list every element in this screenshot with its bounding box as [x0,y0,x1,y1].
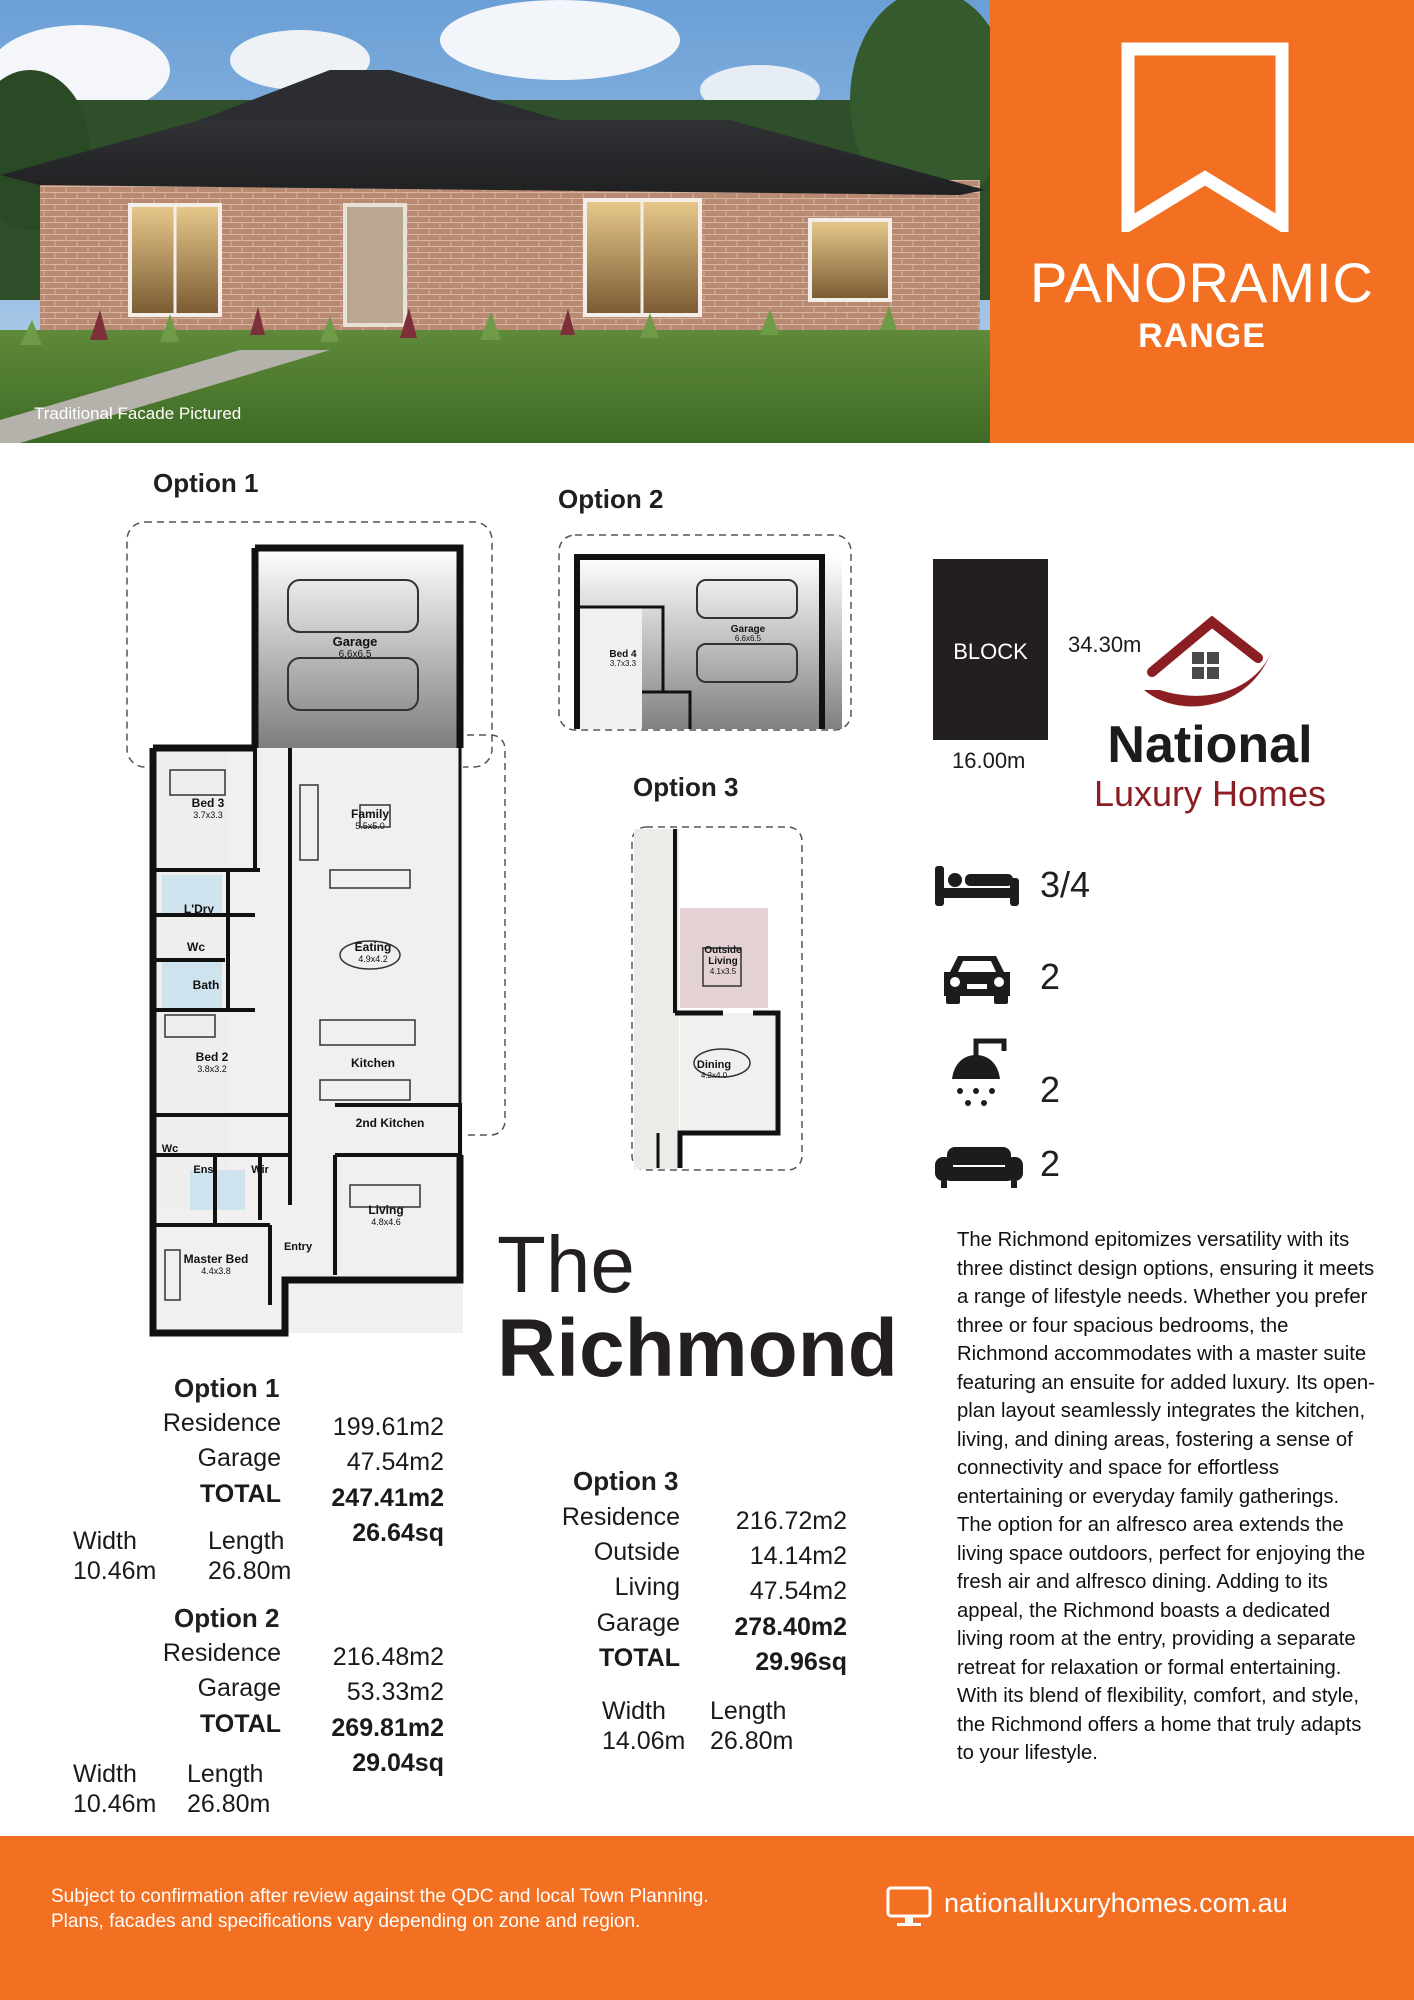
floor-plan-option2 [555,532,855,732]
option1-total-value: 247.41m2 [331,1484,444,1512]
option3-row-value: 14.14m2 [749,1542,847,1570]
option2-bed4-dim: 3.7x3.3 [609,659,637,668]
bedrooms-value: 3/4 [1040,864,1091,905]
option2-garage-dim: 6.6x6.5 [734,634,762,643]
room-master-bed-dim: 4.4x3.8 [201,1266,231,1276]
room-family-dim: 5.5x5.0 [355,821,385,831]
option1-squares: 26.64sq [352,1519,444,1547]
room-entry-label: Entry [283,1241,313,1253]
shower-icon [948,1033,1008,1113]
room-bed3-dim: 3.7x3.3 [193,810,223,820]
room-garage-label: Garage [332,634,378,649]
facade-caption: Traditional Facade Pictured [34,404,242,423]
option3-total-label: TOTAL [598,1644,680,1672]
option1-width: 10.46m [73,1557,157,1585]
option1-row-value: 47.54m2 [346,1448,444,1476]
feature-bathrooms [948,1033,1061,1118]
option1-row-value: 199.61m2 [332,1413,444,1441]
disclaimer-line2: Plans, facades and specifications vary depending on zone and region. [51,1911,641,1932]
option2-row-value: 216.48m2 [332,1643,444,1671]
option2-areas-heading: Option 2 [174,1603,280,1633]
option3-outside-label: Outside [704,945,742,956]
logo-name-line2: Luxury Homes [1093,773,1327,814]
block-size-diagram [933,559,1048,740]
room-master-bed-label: Master Bed [183,1252,249,1266]
room-family-label: Family [350,807,390,821]
range-name: PANORAMIC [1030,251,1374,314]
option3-row-label: Living [614,1573,680,1601]
option1-length: 26.80m [208,1557,292,1585]
room-2nd-kitchen-label: 2nd Kitchen [355,1116,425,1130]
floor-plan-option1 [120,515,520,1345]
room-wc2-label: Wc [161,1143,179,1155]
range-subtitle: RANGE [1138,317,1266,355]
option2-length-label: Length [187,1760,264,1788]
room-eating-dim: 4.9x4.2 [358,954,388,964]
option3-dining-dim: 4.2x4.0 [700,1071,728,1080]
option1-row-label: Garage [197,1444,281,1472]
facade-image [0,0,990,443]
option1-width-label: Width [73,1527,137,1555]
sofa-icon [933,1143,1025,1189]
option3-width: 14.06m [602,1727,686,1755]
room-eating-label: Eating [354,940,392,954]
option3-row-label: Residence [561,1503,680,1531]
home-title-line1: The [497,1220,635,1309]
option2-garage-label: Garage [730,624,766,635]
option1-total-label: TOTAL [199,1480,281,1508]
company-logo [1060,610,1360,820]
room-bath-label: Bath [192,978,220,992]
option3-row-label: Garage [596,1609,680,1637]
option2-width-label: Width [73,1760,137,1788]
bed-icon [933,864,1021,908]
option3-length: 26.80m [710,1727,794,1755]
home-title-line2: Richmond [497,1303,898,1394]
option3-row-value: 216.72m2 [735,1507,847,1535]
feature-living [933,1143,1061,1194]
logo-name-line1: National [1107,716,1313,774]
bookmark-logo-icon [1121,42,1289,232]
option1-row-label: Residence [162,1409,281,1437]
feature-garage [938,950,1061,1011]
option2-total-label: TOTAL [199,1710,281,1738]
option3-dining-label: Dining [696,1059,732,1071]
room-kitchen-label: Kitchen [350,1056,396,1070]
bathrooms-value: 2 [1040,1069,1061,1110]
monitor-icon [886,1886,932,1928]
option3-row-value: 47.54m2 [749,1577,847,1605]
car-icon [938,950,1016,1006]
room-wir-label: Wir [251,1164,269,1176]
option1-areas-heading: Option 1 [174,1373,280,1403]
room-ensuite-label: Ens. [193,1164,217,1176]
option3-squares: 29.96sq [755,1648,847,1676]
garage-value: 2 [1040,956,1061,997]
house-swoosh-logo-icon [1140,610,1280,720]
website-link[interactable]: nationalluxuryhomes.com.au [944,1888,1288,1918]
option2-length: 26.80m [187,1790,271,1818]
floor-plan-option3 [628,823,808,1173]
room-wc-label: Wc [187,940,205,954]
option3-living-label: Living [708,956,738,967]
option3-total-value: 278.40m2 [734,1613,847,1641]
range-brand-panel [990,0,1414,443]
plan-option2-heading: Option 2 [558,484,664,514]
option3-length-label: Length [710,1697,787,1725]
feature-bedrooms [933,864,1091,913]
option2-squares: 29.04sq [352,1749,444,1777]
option2-bed4-label: Bed 4 [609,649,637,660]
option2-row-label: Residence [162,1639,281,1667]
room-garage-dim: 6.6x6.5 [338,649,372,660]
house-facade-illustration [0,0,990,443]
room-bed3-label: Bed 3 [191,796,225,810]
room-bed2-dim: 3.8x3.2 [197,1064,227,1074]
block-depth: 34.30m [1068,632,1142,657]
plan-option3-heading: Option 3 [633,772,739,802]
disclaimer-line1: Subject to confirmation after review against the QDC and local Town Planning. [51,1886,709,1907]
home-description: The Richmond epitomizes versatility with its three distinct design options, ensuring it meets a range of lifestyle needs. Whether you prefer three or four spacious bedrooms, the Richmond accommodates with a master suite featuring an ensuite for added luxury. Its open-plan layout seamlessly integrates the kitchen, living, and dining areas, fostering a sense of connectivity and space for effortless entertaining or everyday family gatherings. The option for an alfresco area extends the living space outdoors, perfect for enjoying the fresh air and alfresco dining. Adding to its appeal, the Richmond boasts a dedicated living room at the entry, providing a separate retreat for relaxation or formal entertaining. With its blend of flexibility, comfort, and style, the Richmond offers a home that truly adapts to your lifestyle. [957,1229,1375,1764]
option3-row-label: Outside [593,1538,680,1566]
option1-length-label: Length [208,1527,285,1555]
living-value: 2 [1040,1143,1061,1184]
option2-row-label: Garage [197,1674,281,1702]
room-living-label: Living [368,1203,404,1217]
option3-outside-dim: 4.1x3.5 [709,967,737,976]
room-laundry-label: L'Dry [183,902,215,916]
room-living-dim: 4.8x4.6 [371,1217,401,1227]
block-width: 16.00m [952,748,1026,773]
block-label: BLOCK [953,639,1028,664]
option3-width-label: Width [602,1697,666,1725]
plan-option1-heading: Option 1 [153,468,259,498]
room-bed2-label: Bed 2 [195,1050,229,1064]
option3-areas-heading: Option 3 [573,1466,679,1496]
option2-total-value: 269.81m2 [331,1714,444,1742]
option2-row-value: 53.33m2 [346,1678,444,1706]
option2-width: 10.46m [73,1790,157,1818]
